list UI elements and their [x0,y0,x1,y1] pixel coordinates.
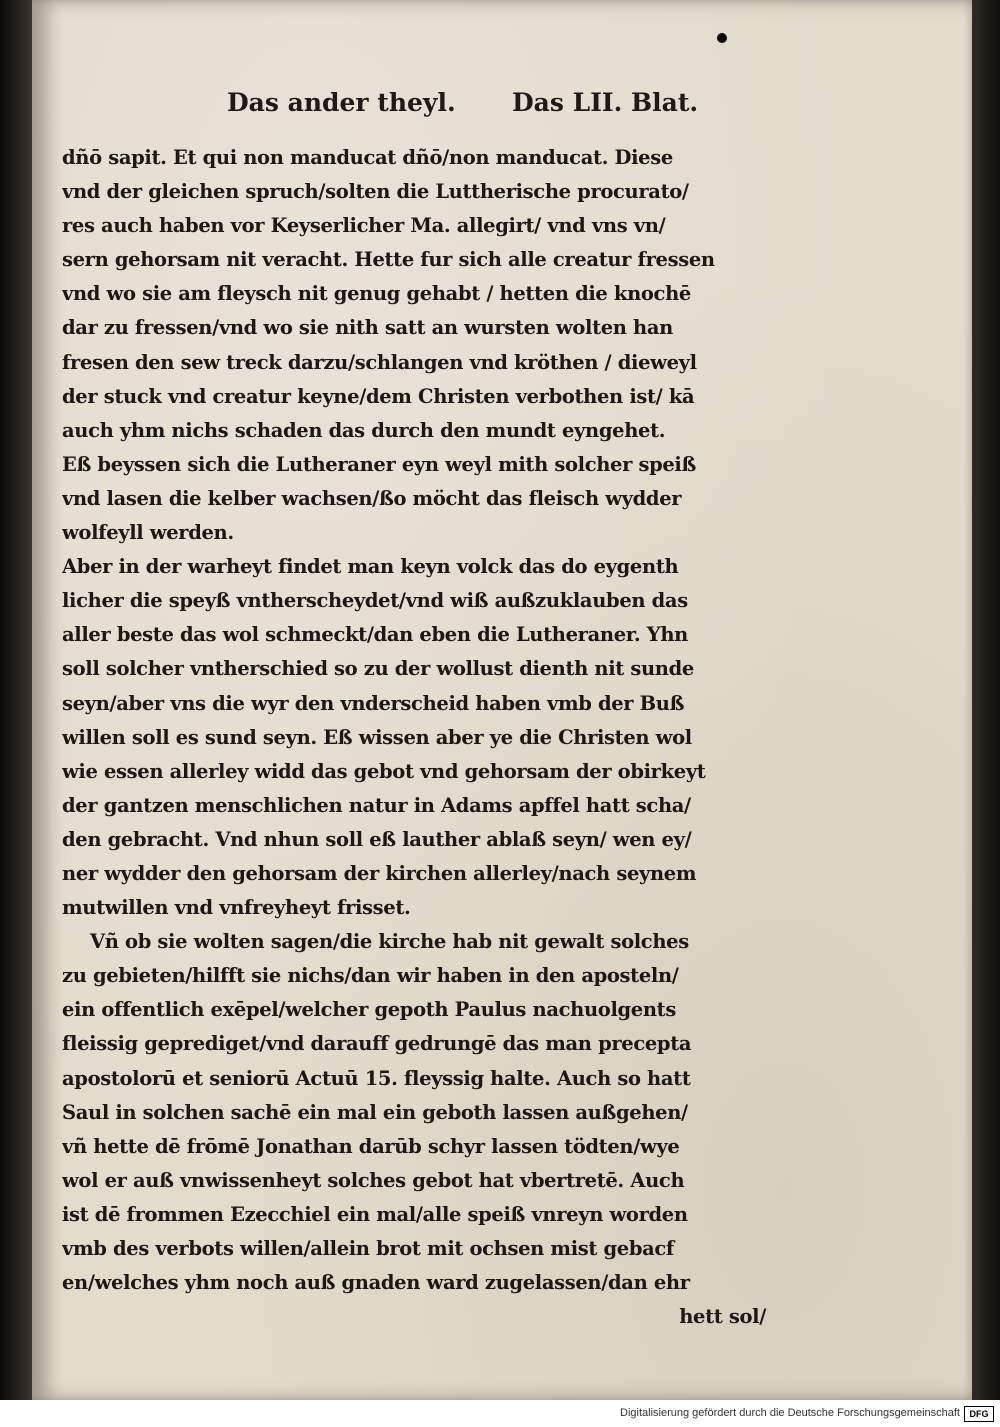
running-head-left: Das ander theyl. [227,88,456,117]
text-line: mutwillen vnd vnfreyheyt frisset. [62,896,411,920]
text-line: den gebracht. Vnd nhun soll eß lauther ablaß seyn/ wen ey/ [62,827,692,851]
text-line: wie essen allerley widd das gebot vnd gehorsam der obirkeyt [62,759,706,783]
text-line: zu gebieten/hilfft sie nichs/dan wir haben in den aposteln/ [62,964,679,988]
book-page [32,0,972,1400]
text-line: apostolorū et seniorū Actuū 15. fleyssig halte. Auch so hatt [62,1066,691,1090]
scan-right-edge [972,0,1000,1400]
catchword: hett sol/ [679,1305,766,1329]
text-line: vnd wo sie am fleysch nit genug gehabt / hetten die knochē [62,282,691,306]
text-line: en/welches yhm noch auß gnaden ward zugelassen/dan ehr [62,1271,690,1295]
text-line: ist dē frommen Ezecchiel ein mal/alle speiß vnreyn worden [62,1202,688,1226]
running-head-right: Das LII. Blat. [512,88,699,117]
text-line: ein offentlich exēpel/welcher gepoth Paulus nachuolgents [62,998,676,1022]
text-line: vmb des verbots willen/allein brot mit ochsen mist gebacf [62,1237,674,1260]
text-line: seyn/aber vns die wyr den vnderscheid haben vmb der Buß [62,691,685,715]
text-line: wol er auß vnwissenheyt solches gebot hat vbertretē. Auch [62,1168,685,1192]
text-line: dñō sapit. Et qui non manducat dñō/non manducat. Diese [62,146,673,169]
funding-credit: Digitalisierung gefördert durch die Deutsche Forschungsgemeinschaft [620,1407,960,1419]
text-line: Vñ ob sie wolten sagen/die kirche hab nit gewalt solches [90,930,689,954]
body-text [62,141,770,1334]
text-line: Saul in solchen sachē ein mal ein geboth lassen außgehen/ [62,1100,688,1124]
text-line: auch yhm nichs schaden das durch den mundt eyngehet. [62,418,666,442]
text-line: Aber in der warheyt findet man keyn volck das do eygenth [62,555,679,579]
text-line: fresen den sew treck darzu/schlangen vnd kröthen / dieweyl [62,350,697,374]
text-line: der stuck vnd creatur keyne/dem Christen verbothen ist/ kā [62,384,695,408]
text-line: dar zu fressen/vnd wo sie nith satt an wursten wolten han [62,316,673,340]
text-line: Eß beyssen sich die Lutheraner eyn weyl mith solcher speiß [62,452,696,476]
text-line: willen soll es sund seyn. Eß wissen aber ye die Christen wol [62,725,692,749]
text-line: vnd der gleichen spruch/solten die Luttherische procurato/ [62,180,689,204]
text-line: licher die speyß vntherscheydet/vnd wiß außzuklauben das [62,589,688,613]
text-line: sern gehorsam nit veracht. Hette fur sich alle creatur fressen [62,248,715,272]
dfg-logo: DFG [964,1406,994,1422]
text-line: soll solcher vntherschied so zu der wollust dienth nit sunde [62,657,694,681]
binding-hole [717,33,727,43]
text-line: vñ hette dē frōmē Jonathan darūb schyr lassen tödten/wye [62,1134,680,1158]
footer-bar [0,1400,1000,1427]
text-line: vnd lasen die kelber wachsen/ßo möcht das fleisch wydder [62,486,682,510]
text-line: fleissig geprediget/vnd darauff gedrungē das man precepta [62,1032,692,1056]
running-head [32,88,972,128]
text-line: aller beste das wol schmeckt/dan eben die Lutheraner. Yhn [62,623,688,647]
text-line: wolfeyll werden. [62,521,234,545]
text-line: ner wydder den gehorsam der kirchen allerley/nach seynem [62,861,697,885]
text-line: res auch haben vor Keyserlicher Ma. allegirt/ vnd vns vn/ [62,214,666,238]
text-line: der gantzen menschlichen natur in Adams apffel hatt scha/ [62,793,691,817]
